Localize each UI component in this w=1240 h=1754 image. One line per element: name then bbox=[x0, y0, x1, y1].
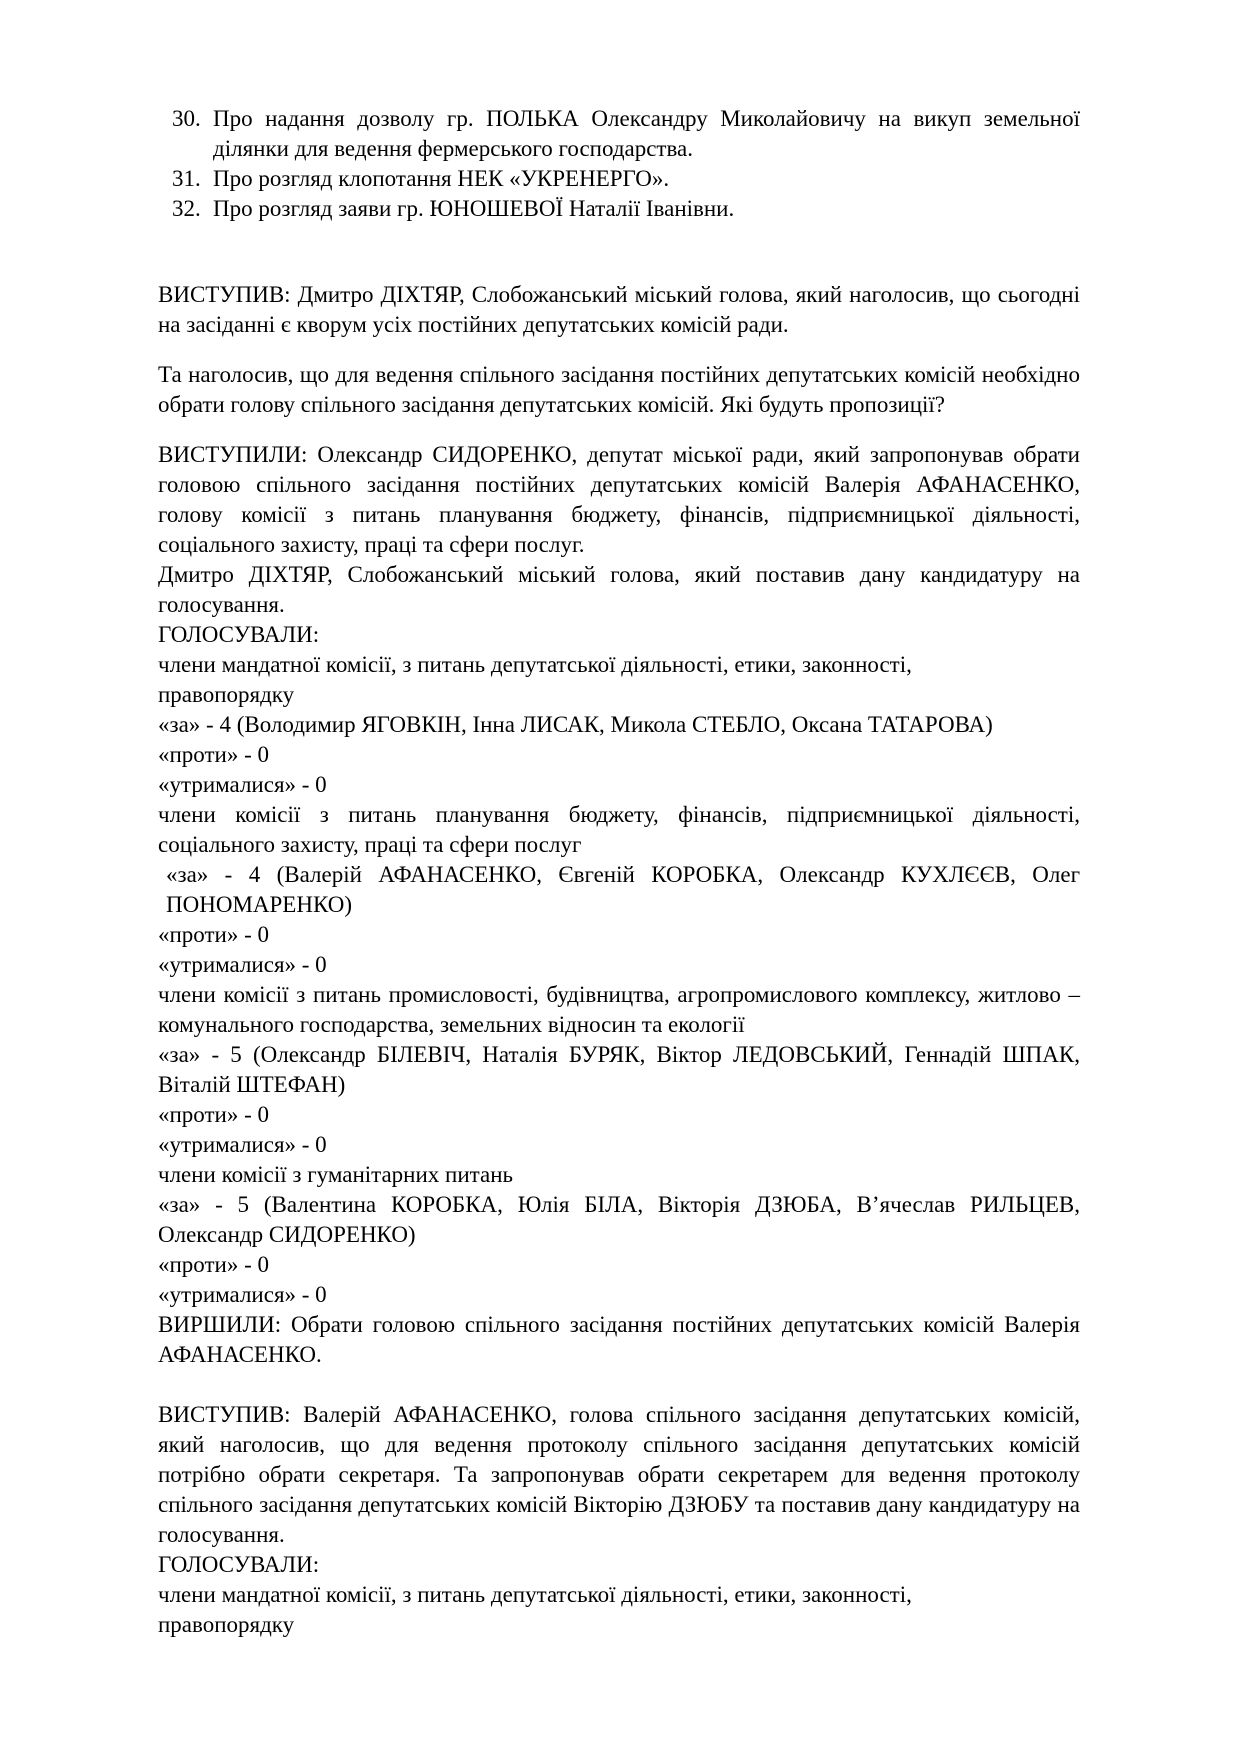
commission-mandate-2-line-2: правопорядку bbox=[158, 1612, 295, 1637]
paragraph-spoke-sydorenko: ВИСТУПИЛИ: Олександр СИДОРЕНКО, депутат міської ради, який запропонував обрати головою спільного засідання постійних депутатських комісій Валерія АФАНАСЕНКО, голову комісії з питань планування бюджету, фінансів, підприємницької діяльності, соціального захисту, праці та сфери послуг. bbox=[158, 442, 1080, 557]
vote-za-industry: «за» - 5 (Олександр БІЛЕВІЧ, Наталія БУРЯК, Віктор ЛЕДОВСЬКИЙ, Геннадій ШПАК, Віталій ШТЕФАН) bbox=[158, 1042, 1080, 1097]
vote-za-humanitarian: «за» - 5 (Валентина КОРОБКА, Юлія БІЛА, Вікторія ДЗЮБА, В’ячеслав РИЛЬЦЕВ, Олександр СИДОРЕНКО) bbox=[158, 1192, 1080, 1247]
agenda-item-text: Про розгляд заяви гр. ЮНОШЕВОЇ Наталії Іванівни. bbox=[213, 196, 735, 221]
agenda-item-32 bbox=[158, 194, 1080, 224]
vote-za-mandate: «за» - 4 (Володимир ЯГОВКІН, Інна ЛИСАК, Микола СТЕБЛО, Оксана ТАТАРОВА) bbox=[158, 712, 993, 737]
agenda-item-number: 32. bbox=[172, 196, 201, 221]
paragraph-proposal-question: Та наголосив, що для ведення спільного засідання постійних депутатських комісій необхідно обрати голову спільного засідання депутатських комісій. Які будуть пропозиції? bbox=[158, 362, 1080, 417]
vote-utrymalysia-humanitarian: «утрималися» - 0 bbox=[158, 1282, 327, 1307]
vote-utrymalysia-mandate: «утрималися» - 0 bbox=[158, 772, 327, 797]
voting-header-1: ГОЛОСУВАЛИ: bbox=[158, 622, 320, 647]
agenda-item-number: 30. bbox=[172, 106, 201, 131]
vote-za-budget: «за» - 4 (Валерій АФАНАСЕНКО, Євгеній КОРОБКА, Олександр КУХЛЄЄВ, Олег ПОНОМАРЕНКО) bbox=[166, 862, 1080, 917]
paragraph-decided: ВИРШИЛИ: Обрати головою спільного засідання постійних депутатських комісій Валерія АФАНАСЕНКО. bbox=[158, 1312, 1080, 1367]
paragraph-spoke-dikhtiar: ВИСТУПИВ: Дмитро ДІХТЯР, Слобожанський міський голова, який наголосив, що сьогодні на засіданні є кворум усіх постійних депутатських комісій ради. bbox=[158, 282, 1080, 337]
agenda-list bbox=[158, 104, 1080, 224]
agenda-item-text: Про надання дозволу гр. ПОЛЬКА Олександру Миколайовичу на викуп земельної ділянки для ведення фермерського господарства. bbox=[213, 106, 1080, 161]
commission-industry: члени комісії з питань промисловості, будівництва, агропромислового комплексу, житлово – комунального господарства, земельних відносин та екології bbox=[158, 982, 1080, 1037]
agenda-item-number: 31. bbox=[172, 166, 201, 191]
vote-utrymalysia-industry: «утрималися» - 0 bbox=[158, 1132, 327, 1157]
commission-mandate-line-1: члени мандатної комісії, з питань депутатської діяльності, етики, законності, bbox=[158, 652, 912, 677]
voting-header-2: ГОЛОСУВАЛИ: bbox=[158, 1552, 320, 1577]
commission-humanitarian: члени комісії з гуманітарних питань bbox=[158, 1162, 514, 1187]
vote-proty-humanitarian: «проти» - 0 bbox=[158, 1252, 270, 1277]
commission-mandate-2-line-1: члени мандатної комісії, з питань депутатської діяльності, етики, законності, bbox=[158, 1582, 912, 1607]
vote-proty-industry: «проти» - 0 bbox=[158, 1102, 270, 1127]
agenda-item-30 bbox=[158, 104, 1080, 164]
commission-mandate-line-2: правопорядку bbox=[158, 682, 295, 707]
agenda-item-31 bbox=[158, 164, 1080, 194]
vote-utrymalysia-budget: «утрималися» - 0 bbox=[158, 952, 327, 977]
vote-proty-budget: «проти» - 0 bbox=[158, 922, 270, 947]
paragraph-dikhtiar-vote-call: Дмитро ДІХТЯР, Слобожанський міський голова, який поставив дану кандидатуру на голосування. bbox=[158, 562, 1080, 617]
paragraph-spoke-afanasenko: ВИСТУПИВ: Валерій АФАНАСЕНКО, голова спільного засідання депутатських комісій, який наголосив, що для ведення протоколу спільного засідання депутатських комісій потрібно обрати секретаря. Та запропонував обрати секретарем для ведення протоколу спільного засідання депутатських комісій Вікторію ДЗЮБУ та поставив дану кандидатуру на голосування. bbox=[158, 1402, 1080, 1547]
vote-proty-mandate: «проти» - 0 bbox=[158, 742, 270, 767]
commission-budget: члени комісії з питань планування бюджету, фінансів, підприємницької діяльності, соціального захисту, праці та сфери послуг bbox=[158, 802, 1080, 857]
agenda-item-text: Про розгляд клопотання НЕК «УКРЕНЕРГО». bbox=[213, 166, 670, 191]
